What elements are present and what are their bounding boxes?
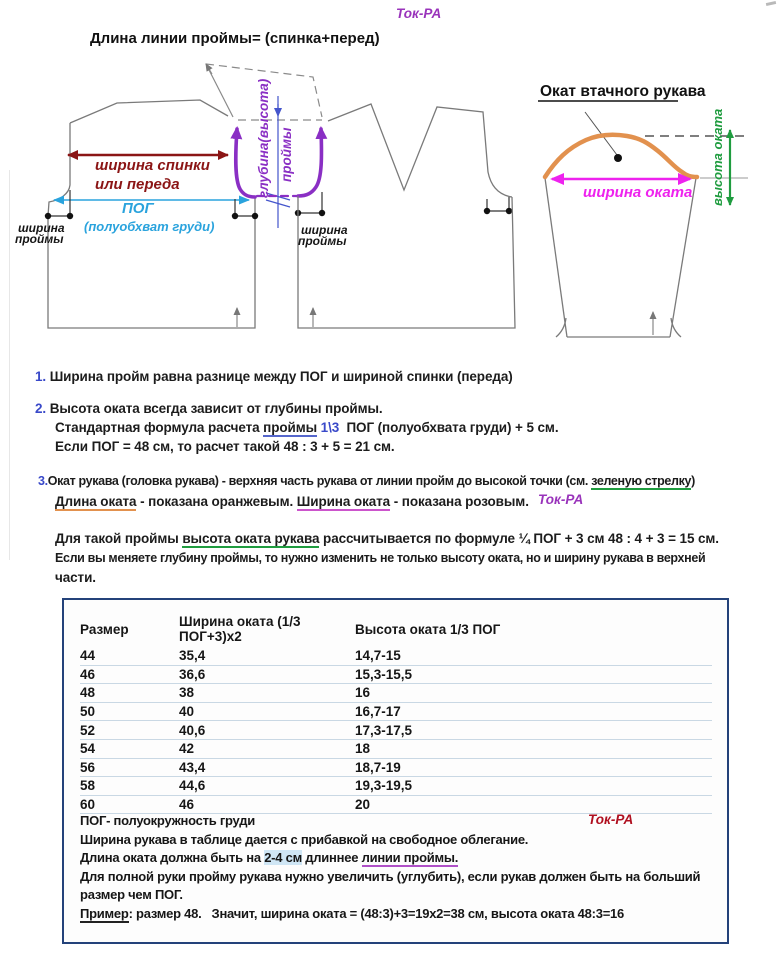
note-1: [35, 369, 513, 384]
label-armhole-width-left-2: проймы: [15, 232, 64, 246]
table-row: [80, 665, 712, 684]
label-pog-sub: (полуобхват груди): [84, 219, 215, 234]
footer-line-1: ПОГ- полуокружность груди: [80, 813, 255, 828]
table-cell: 40,6: [179, 721, 355, 740]
footer-example-underlined: Пример: [80, 905, 129, 921]
note-3-number: 3.: [38, 474, 48, 488]
footer-line-3: [80, 849, 700, 868]
table-cell: 19,3-19,5: [355, 777, 712, 796]
col-header-cap-width: Ширина оката (1/3 ПОГ+3)х2: [179, 614, 301, 644]
table-cell: 18,7-19: [355, 758, 712, 777]
para-4-text1c: рассчитывается по формуле ¼ ПОГ + 3 см 48 : 4 + 3 = 15 см.: [319, 531, 719, 546]
footer-line-3a: Длина оката должна быть на: [80, 850, 265, 865]
note-2-text3: Если ПОГ = 48 см, то расчет такой 48 : 3 + 5 = 21 см.: [55, 439, 395, 454]
footer-line-4: Для полной руки пройму рукава нужно увеличить (углубить), если рукав должен быть на больший: [80, 868, 701, 884]
note-3-cap-width-underlined: Ширина оката: [296, 494, 391, 509]
table-cell: 18: [355, 739, 712, 758]
note-3-line2: [55, 494, 529, 509]
footer-line-6b: : размер 48. Значит, ширина оката = (48:3)+3=19х2=38 см, высота оката 48:3=16: [128, 905, 624, 921]
table-cell: 50: [80, 702, 179, 721]
size-table: [80, 606, 712, 814]
note-2-text2a: Стандартная формула расчета: [55, 420, 264, 435]
table-cell: 15,3-15,5: [355, 665, 712, 684]
table-cell: 40: [179, 702, 355, 721]
note-3-text2d: - показана розовым.: [390, 494, 529, 509]
label-pog: ПОГ: [122, 200, 154, 217]
table-cell: 38: [179, 684, 355, 703]
note-1-text: Ширина пройм равна разнице между ПОГ и шириной спинки (переда): [49, 369, 513, 384]
grain-arrows: [237, 308, 653, 335]
footer-line-6: [80, 905, 700, 924]
sleeve-cap-leader-dot: [614, 154, 622, 162]
note-2-number: 2.: [35, 401, 47, 416]
note-3-cap-length-underlined: Длина оката: [55, 494, 137, 509]
table-cell: 42: [179, 739, 355, 758]
table-row: [80, 758, 712, 777]
para-4-line2: [55, 551, 705, 565]
table-cell: 46: [179, 795, 355, 814]
watermark-mid: Ток-РА: [538, 492, 584, 507]
table-row: [80, 684, 712, 703]
table-cell: 16: [355, 684, 712, 703]
label-cap-width: ширина оката: [583, 184, 693, 201]
note-2-line1: [35, 401, 383, 416]
label-armhole-width-right-1: ширина: [301, 223, 348, 237]
table-row: [80, 721, 712, 740]
label-armhole-width-right-2: проймы: [298, 234, 347, 248]
col-header-cap-height: Высота оката 1/3 ПОГ: [355, 621, 501, 637]
para-4-cap-height-underlined: высота оката рукава: [182, 531, 320, 546]
pattern-diagram: [0, 0, 780, 360]
note-3-text1a: Окат рукава (головка рукава) - верхняя часть рукава от линии пройм до высокой точки (см.: [47, 474, 592, 488]
table-cell: 16,7-17: [355, 702, 712, 721]
table-row: [80, 777, 712, 796]
table-cell: 44: [80, 647, 179, 665]
table-cell: 36,6: [179, 665, 355, 684]
para-4-line1: [55, 531, 719, 546]
footer-line-3c: длиннее: [301, 850, 362, 865]
size-table-box: [62, 598, 729, 944]
table-footer-notes: [80, 812, 700, 923]
table-cell: 35,4: [179, 647, 355, 665]
para-4-text2: Если вы меняете глубину проймы, то нужно изменить не только высоту оката, но и ширину рукава в верхней: [55, 551, 706, 565]
footer-line-3-underlined: линии проймы.: [361, 850, 459, 865]
note-2-proymy-underlined: проймы: [263, 420, 318, 435]
note-1-number: 1.: [35, 369, 47, 384]
para-4-text1a: Для такой проймы: [55, 531, 183, 546]
note-3-line1: [38, 474, 695, 488]
table-cell: 14,7-15: [355, 647, 712, 665]
footer-line-5: размер чем ПОГ.: [80, 887, 183, 902]
para-4-line3: [55, 570, 96, 585]
label-cap-height: высота оката: [710, 108, 725, 206]
page-title: Длина линии проймы= (спинка+перед): [90, 30, 380, 47]
table-cell: 20: [355, 795, 712, 814]
note-3-text1c: ): [691, 474, 695, 488]
table-cell: 46: [80, 665, 179, 684]
table-cell: 48: [80, 684, 179, 703]
label-back-width-line1: ширина спинки: [95, 157, 210, 174]
table-cell: 54: [80, 739, 179, 758]
note-3-text2b: - показана оранжевым.: [136, 494, 297, 509]
watermark-top: Ток-РА: [396, 6, 442, 21]
table-cell: 43,4: [179, 758, 355, 777]
label-armhole-depth-2: проймы: [279, 127, 294, 182]
table-cell: 56: [80, 758, 179, 777]
table-cell: 58: [80, 777, 179, 796]
note-2-line2: [55, 420, 558, 435]
table-row: [80, 739, 712, 758]
note-2-fraction: 1\3: [317, 420, 340, 435]
sleeve-title: Окат втачного рукава: [540, 83, 706, 100]
table-cell: 52: [80, 721, 179, 740]
label-armhole-depth-1: глубина(высота): [256, 78, 271, 198]
watermark-bottom: Ток-РА: [588, 812, 634, 827]
note-2-line3: [55, 439, 395, 454]
footer-line-2: Ширина рукава в таблице дается с прибавкой на свободное облегание.: [80, 831, 529, 847]
table-row: [80, 702, 712, 721]
para-4-text3: части.: [55, 570, 96, 585]
footer-line-3-highlight: 2-4 см: [264, 850, 302, 865]
note-2-text1: Высота оката всегда зависит от глубины проймы.: [49, 401, 383, 416]
table-row: [80, 647, 712, 665]
table-header-row: [80, 606, 712, 647]
col-header-size: Размер: [80, 621, 129, 637]
front-piece-outline: [298, 104, 515, 328]
table-cell: 17,3-17,5: [355, 721, 712, 740]
label-armhole-width-left-1: ширина: [18, 221, 65, 235]
label-back-width-line2: или переда: [95, 176, 180, 193]
table-cell: 60: [80, 795, 179, 814]
note-3-green-arrow-underlined: зеленую стрелку: [591, 474, 692, 488]
table-cell: 44,6: [179, 777, 355, 796]
note-2-text2d: ПОГ (полуобхвата груди) + 5 см.: [339, 420, 559, 435]
